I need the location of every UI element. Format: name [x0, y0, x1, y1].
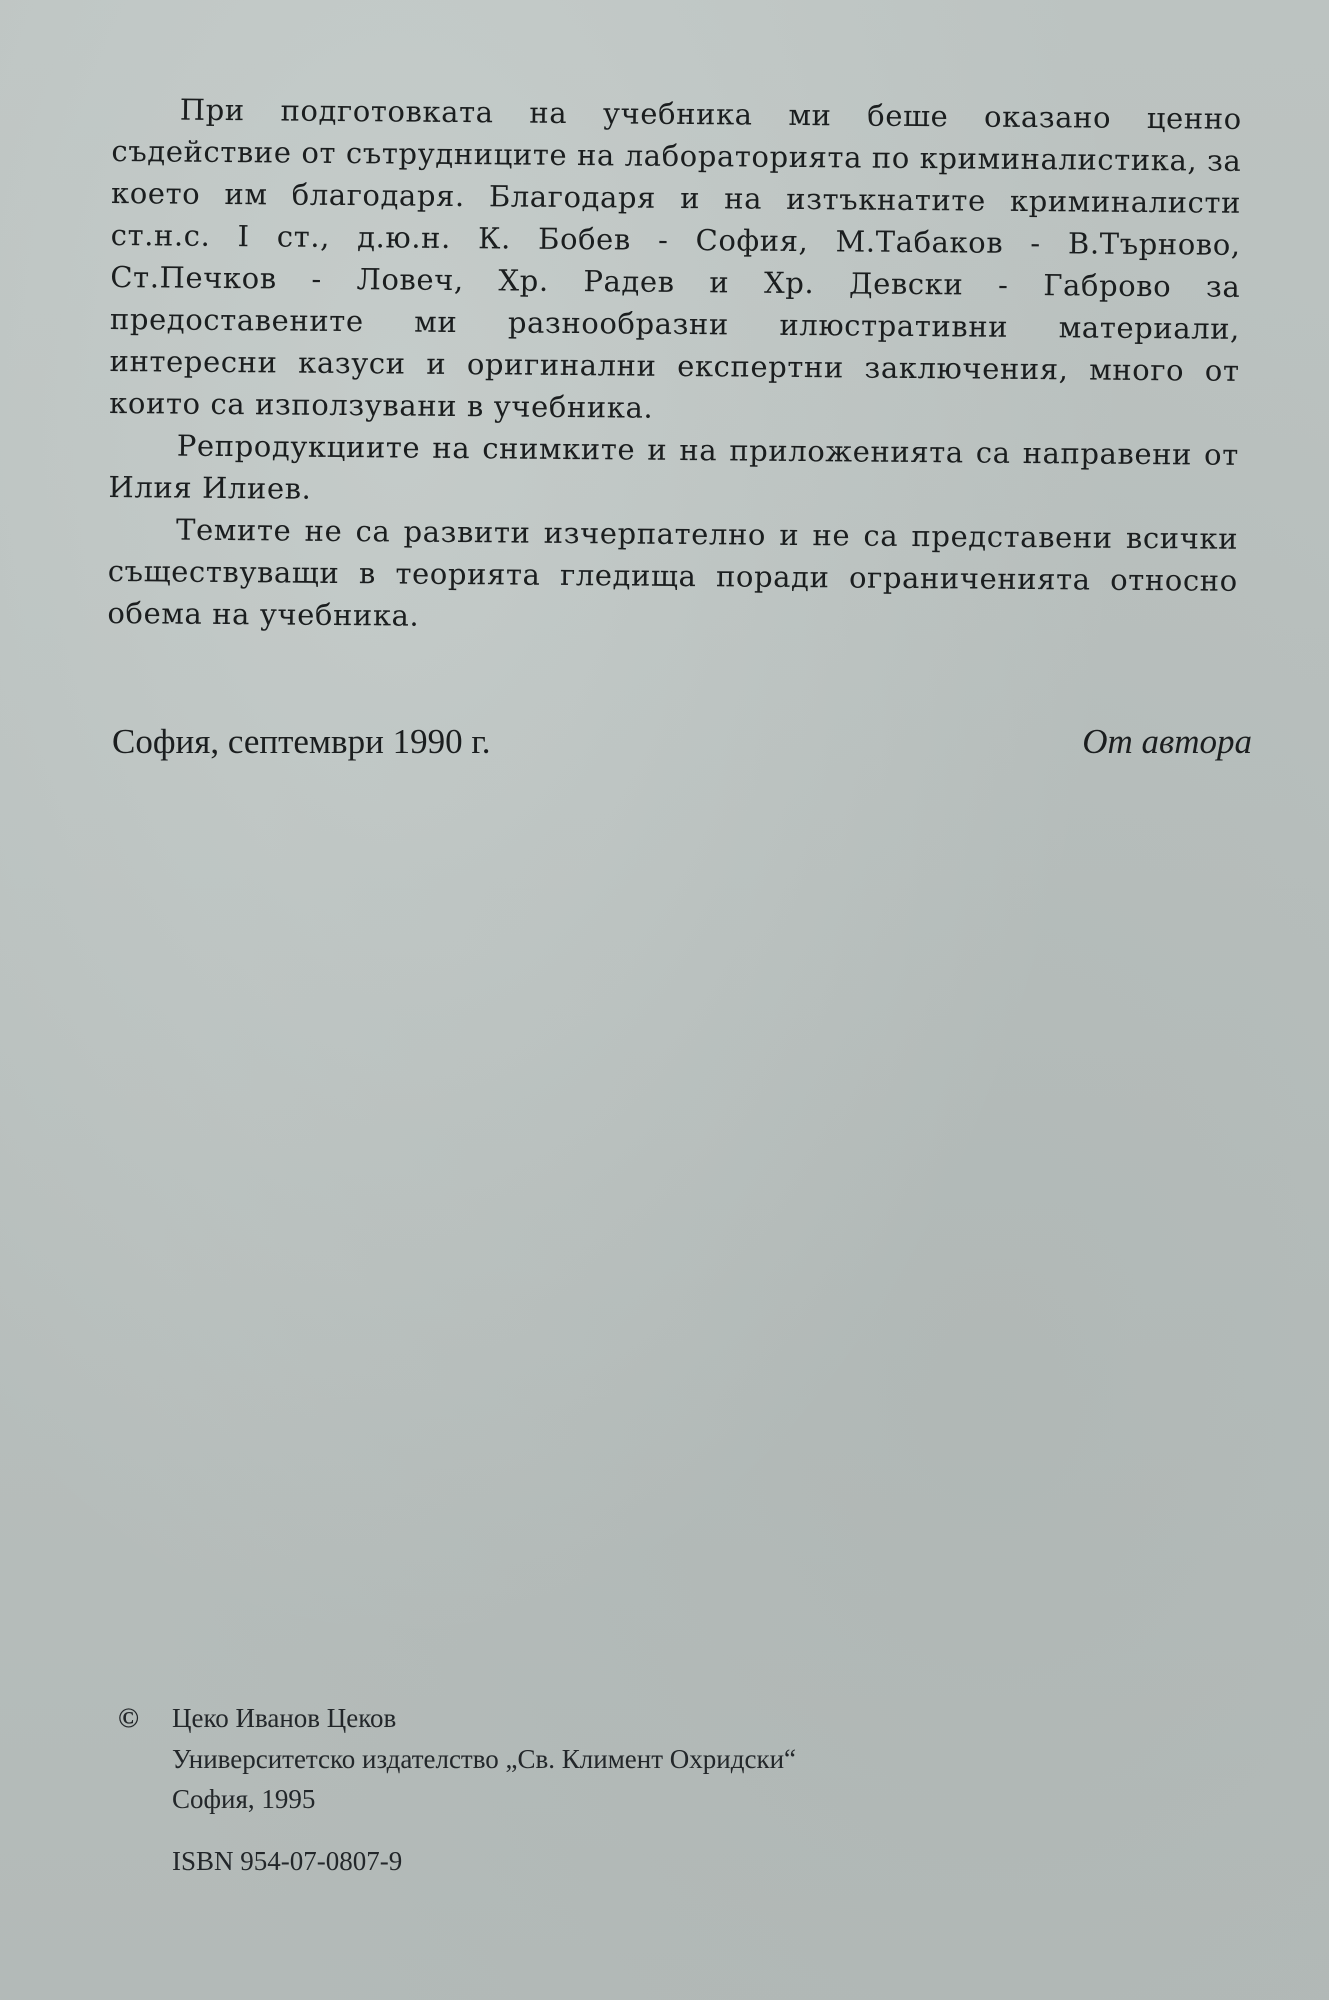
author-signature: От автора: [1082, 722, 1252, 761]
imprint-block: [118, 1698, 796, 1881]
copyright-icon: ©: [118, 1703, 139, 1734]
preface-signature-line: [112, 720, 1252, 764]
copyright-line: [118, 1698, 796, 1739]
preface-paragraph-3: Темите не са развити изчерпателно и не са представени всички съществуващи в теорията гледища поради ограниченията относно обема на учебника.: [107, 512, 1239, 633]
preface-text: [107, 88, 1242, 644]
imprint-city-year: София, 1995: [172, 1784, 316, 1814]
imprint-publisher: Университетско издателство „Св. Климент Охридски“: [172, 1744, 797, 1774]
preface-paragraph-1: При подготовката на учебника ми беше оказано ценно съдействие от сътрудниците на лабораторията по криминалистика, за което им благодаря. Благодаря и на изтъкнатите криминалисти ст.н.с. I ст., д.ю.н. К. Бобев - София, М.Табаков - В.Търново, Ст.Печков - Ловеч, Хр. Радев и Хр. Девски - Габрово за предоставените ми разнообразни илюстративни материали, интересни казуси и оригинални експертни заключения, много от които са използувани в учебника.: [109, 92, 1242, 425]
place-date: София, септември 1990 г.: [112, 722, 491, 761]
imprint-author: Цеко Иванов Цеков: [172, 1703, 397, 1733]
imprint-isbn: ISBN 954-07-0807-9: [172, 1846, 403, 1876]
preface-paragraph-2: Репродукциите на снимките и на приложенията са направени от Илия Илиев.: [108, 428, 1239, 506]
